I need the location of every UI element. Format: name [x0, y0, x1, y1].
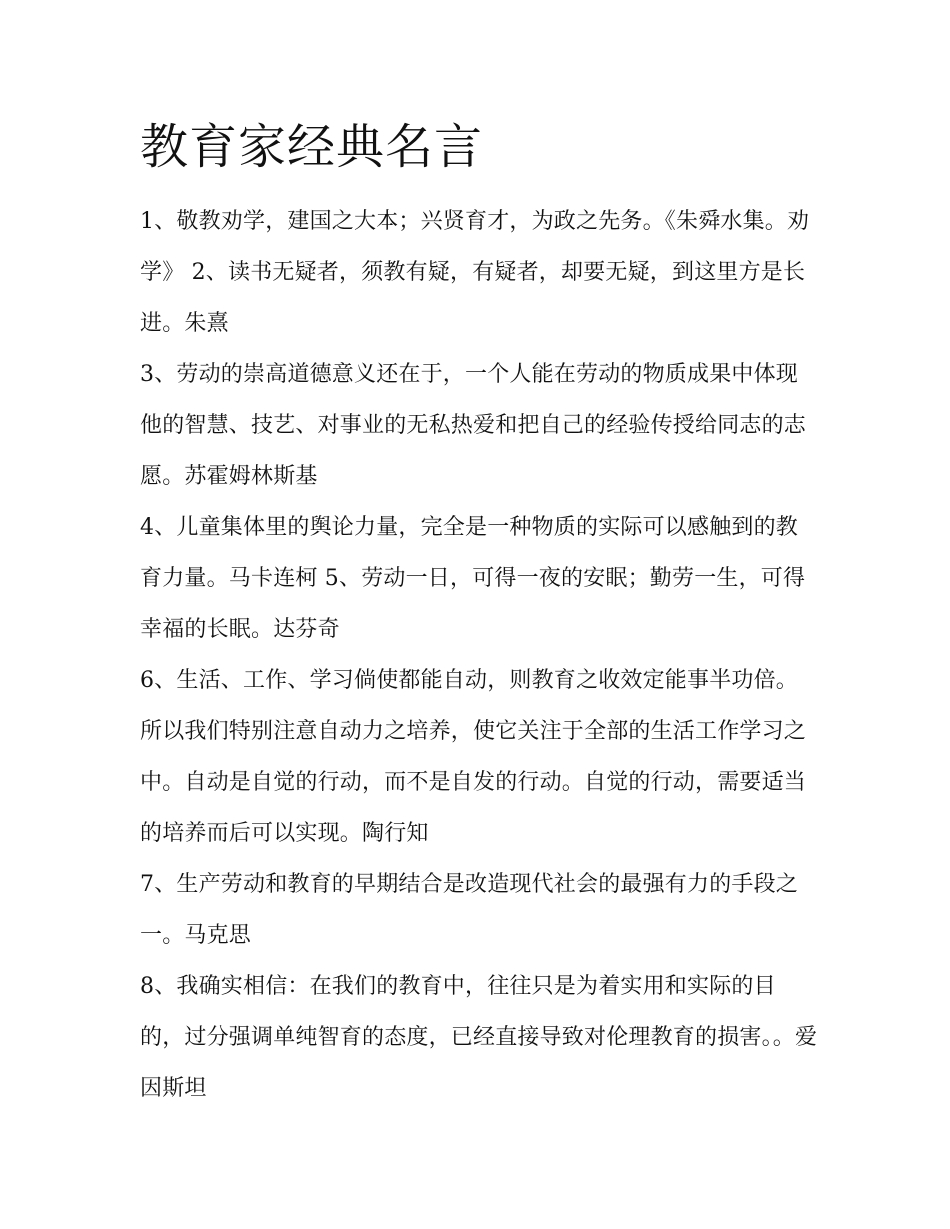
- quote-paragraph-2: 3、劳动的崇高道德意义还在于，一个人能在劳动的物质成果中体现他的智慧、技艺、对事业的无私热爱和把自己的经验传授给同志的志愿。苏霍姆林斯基: [140, 362, 807, 489]
- quote-paragraph-6: 8、我确实相信：在我们的教育中，往往只是为着实用和实际的目的，过分强调单纯智育的态度，已经直接导致对伦理教育的损害。。爱因斯坦: [140, 974, 818, 1101]
- document-page: [140, 112, 820, 1114]
- quote-paragraph-4: 6、生活、工作、学习倘使都能自动，则教育之收效定能事半功倍。所以我们特别注意自动力之培养，使它关注于全部的生活工作学习之中。自动是自觉的行动，而不是自发的行动。自觉的行动，需要适当的培养而后可以实现。陶行知: [140, 668, 807, 846]
- document-title: 教育家经典名言: [140, 119, 484, 175]
- quote-paragraph-5: 7、生产劳动和教育的早期结合是改造现代社会的最强有力的手段之一。马克思: [140, 872, 798, 948]
- quote-paragraph-3: 4、儿童集体里的舆论力量，完全是一种物质的实际可以感触到的教育力量。马卡连柯 5、劳动一日，可得一夜的安眠；勤劳一生，可得幸福的长眠。达芬奇: [140, 515, 806, 642]
- quote-paragraph-1: 1、敬教劝学，建国之大本；兴贤育才，为政之先务。《朱舜水集。劝学》 2、读书无疑者，须教有疑，有疑者，却要无疑，到这里方是长进。朱熹: [140, 209, 810, 336]
